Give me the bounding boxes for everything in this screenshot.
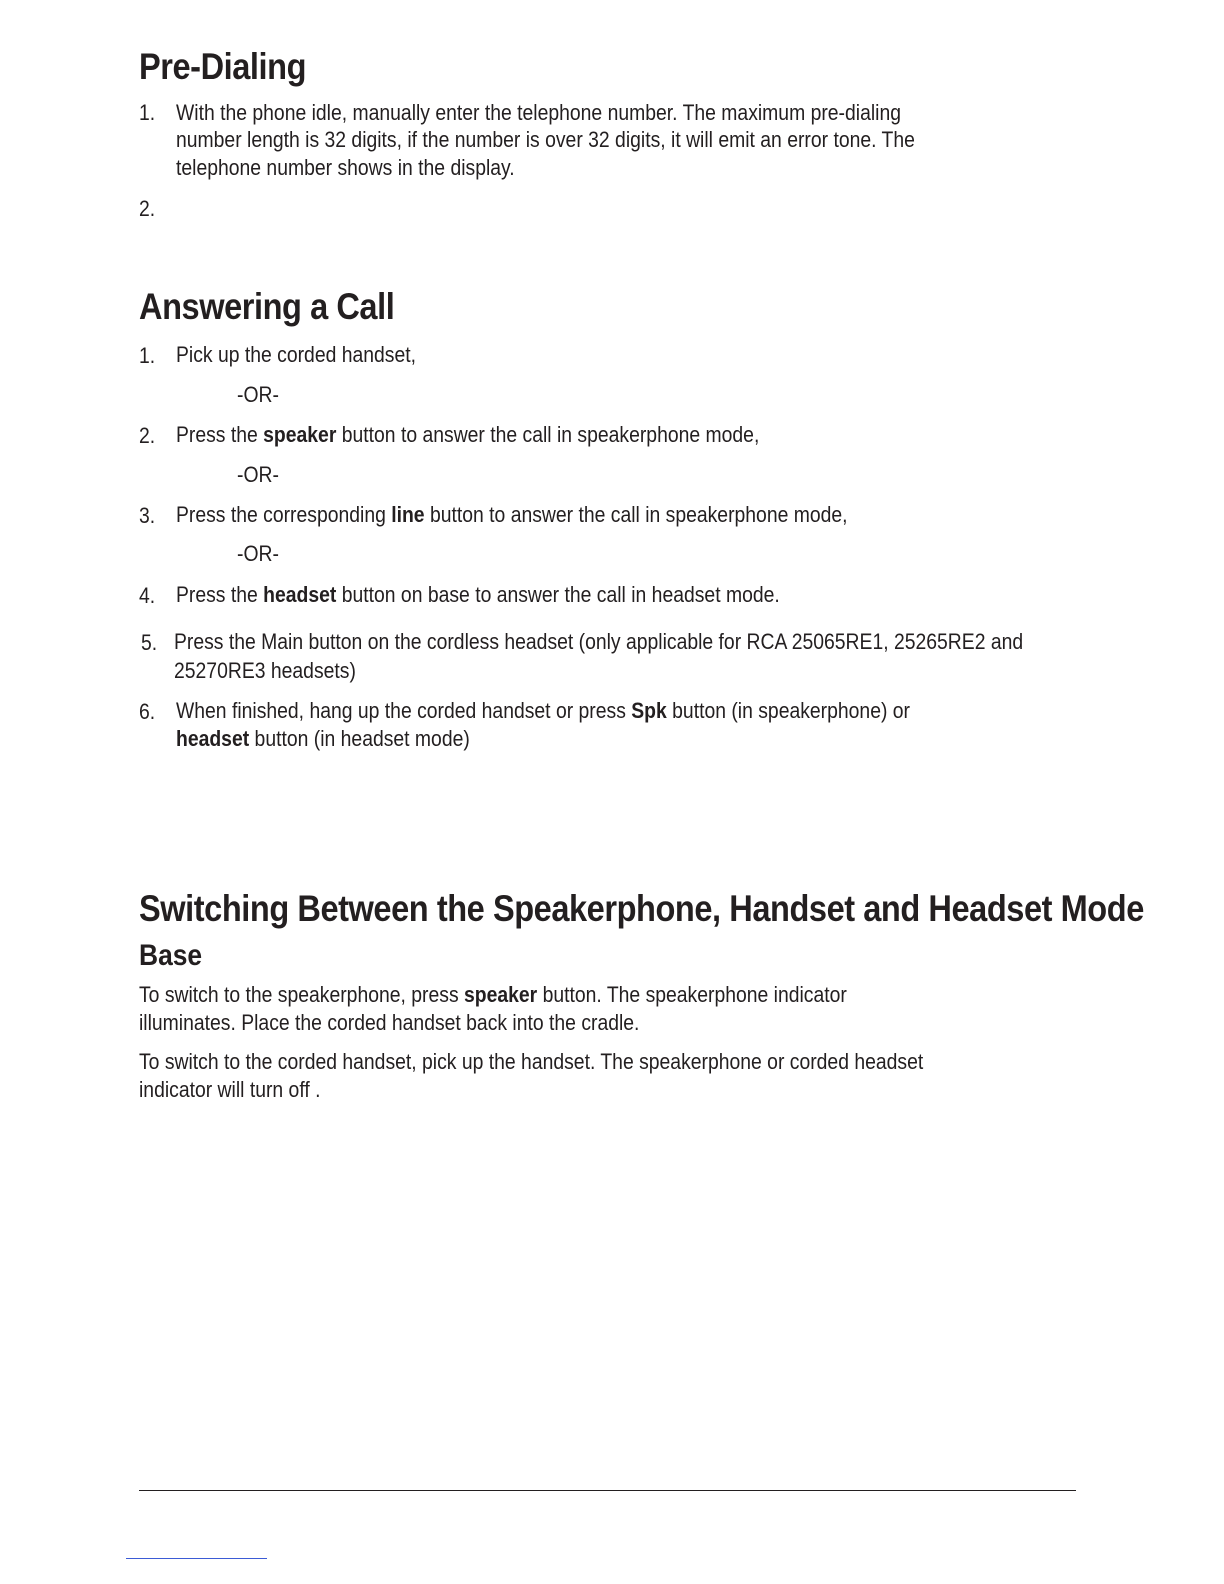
answering-item-3-text: Press the corresponding line button to answer the call in speakerphone mode, [176,502,848,527]
answering-item-4-number: 4. [139,583,156,608]
answering-item-6-line-1: When finished, hang up the corded handset or press Spk button (in speakerphone) or [176,698,911,723]
predialing-item-1-line-1: With the phone idle, manually enter the telephone number. The maximum pre-dialing [176,100,901,125]
answering-item-2-text: Press the speaker button to answer the call in speakerphone mode, [176,422,760,447]
answering-item-5-number: 5. [141,630,158,655]
base-subheading: Base [139,939,203,972]
predialing-item-1-line-3: telephone number shows in the display. [176,155,515,180]
answering-item-6-number: 6. [139,699,156,724]
switching-heading: Switching Between the Speakerphone, Handset and Headset Mode [139,888,1144,929]
answering-item-5-line-2: 25270RE3 headsets) [174,658,356,683]
speaker-keyword-2: speaker [464,982,538,1007]
footer-link-underline [126,1558,267,1559]
switching-para-1-line-1: To switch to the speakerphone, press speaker button. The speakerphone indicator [139,982,847,1007]
spk-keyword: Spk [631,698,667,723]
predialing-heading: Pre-Dialing [139,46,307,87]
headset-keyword: headset [263,582,337,607]
line-keyword: line [391,502,425,527]
answering-item-5-line-1: Press the Main button on the cordless headset (only applicable for RCA 25065RE1, 25265RE2 and [174,629,1024,654]
predialing-item-2-number: 2. [139,196,156,221]
headset-keyword-2: headset [176,726,250,751]
or-separator-2: -OR- [237,462,279,487]
predialing-item-1-line-2: number length is 32 digits, if the number is over 32 digits, it will emit an error tone. The [176,127,915,152]
answering-item-1-text: Pick up the corded handset, [176,342,417,367]
speaker-keyword: speaker [263,422,337,447]
answering-item-1-number: 1. [139,343,156,368]
switching-para-2-line-2: indicator will turn off . [139,1077,321,1102]
footer-rule [139,1490,1076,1491]
answering-item-4-text: Press the headset button on base to answer the call in headset mode. [176,582,780,607]
or-separator-3: -OR- [237,541,279,566]
or-separator-1: -OR- [237,382,279,407]
answering-item-2-number: 2. [139,423,156,448]
switching-para-2-line-1: To switch to the corded handset, pick up the handset. The speakerphone or corded headset [139,1049,924,1074]
answering-heading: Answering a Call [139,286,395,327]
answering-item-3-number: 3. [139,503,156,528]
switching-para-1-line-2: illuminates. Place the corded handset back into the cradle. [139,1010,640,1035]
answering-item-6-line-2: headset button (in headset mode) [176,726,470,751]
predialing-item-1-number: 1. [139,100,156,125]
